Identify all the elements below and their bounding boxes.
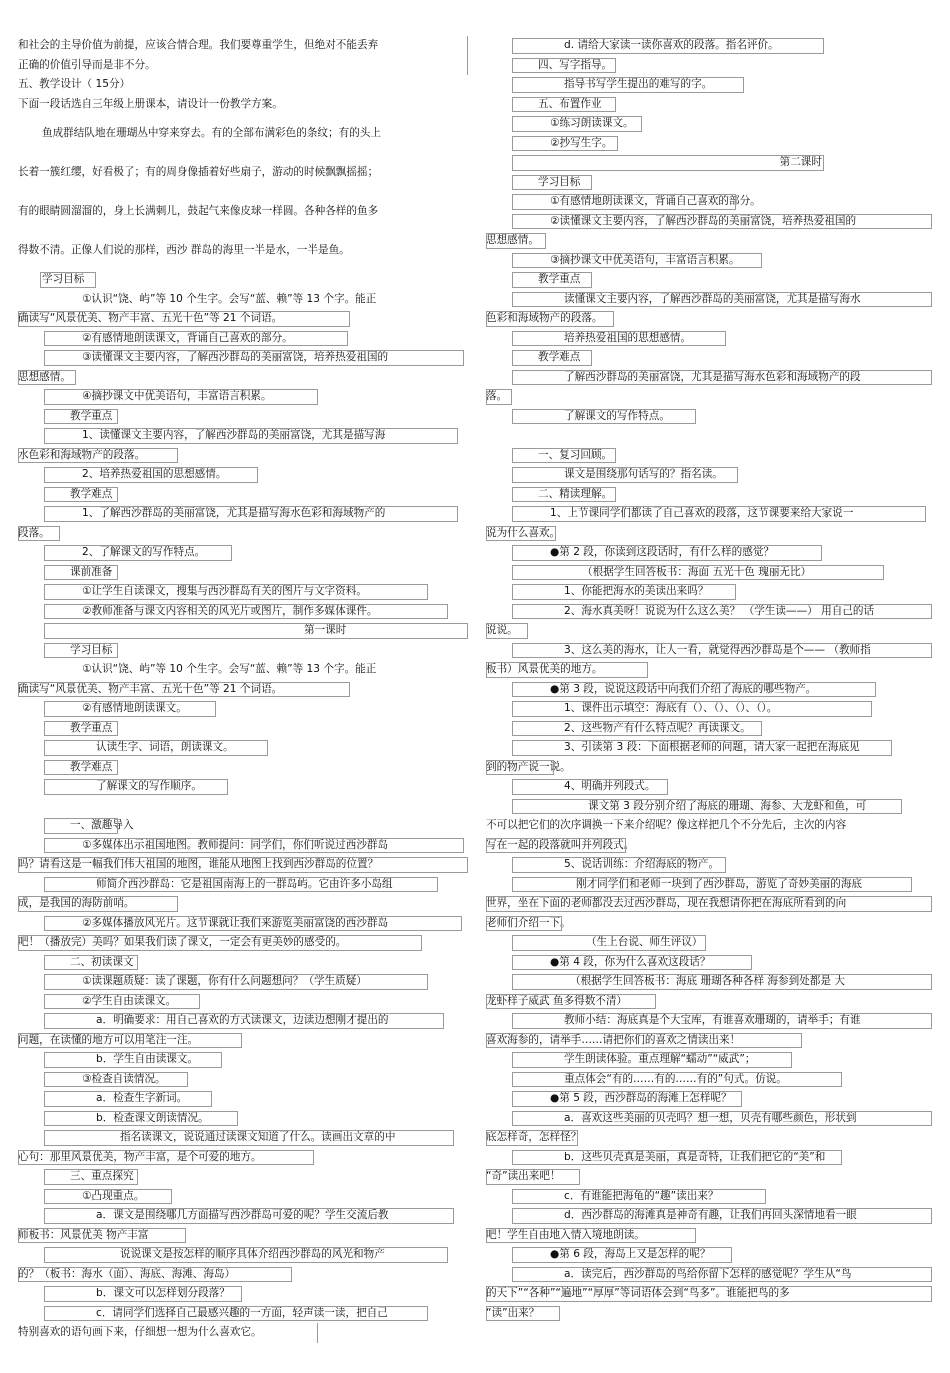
text-line: “奇”读出来吧！ xyxy=(486,1167,932,1187)
step-heading: 二、初读课文 xyxy=(18,953,468,973)
passage-line: 得数不清。正像人们说的那样，西沙 群岛的海里一半是水，一半是鱼。 xyxy=(18,244,350,256)
text-line: a．检查生字新词。 xyxy=(18,1089,468,1109)
text-line: a．明确要求：用自己喜欢的方式读课文，边读边想刚才提出的 xyxy=(18,1011,468,1031)
text-line: 的？（板书：海水（面）、海底、海滩、海岛） xyxy=(18,1265,468,1285)
text-line: 确读写“风景优美、物产丰富、五光十色”等 21 个词语。 xyxy=(18,309,468,329)
text-line: （生上台说、师生评议） xyxy=(486,933,932,953)
passage-line: 有的眼睛圆溜溜的，身上长满刺儿，鼓起气来像皮球一样圆。各种各样的鱼多 xyxy=(18,205,379,217)
text-line: 落。 xyxy=(486,387,932,407)
text-line: ③读懂课文主要内容，了解西沙群岛的美丽富饶，培养热爱祖国的 xyxy=(18,348,468,368)
text-line: a．课文是围绕哪几方面描写西沙群岛可爱的呢？学生交流后教 xyxy=(18,1206,468,1226)
text-line: d．西沙群岛的海滩真是神奇有趣，让我们再回头深情地看一眼 xyxy=(486,1206,932,1226)
text-line: 课文第 3 段分别介绍了海底的珊瑚、海参、大龙虾和鱼，可 xyxy=(486,797,932,817)
heading-learning-goals: 学习目标 xyxy=(18,270,468,290)
text-line: 吗？请看这是一幅我们伟大祖国的地图，谁能从地图上找到西沙群岛的位置？ xyxy=(18,855,468,875)
text-line: 1、你能把海水的美读出来吗？ xyxy=(486,582,932,602)
text-line: ①认识“饶、屿”等 10 个生字。会写“蓝、赖”等 13 个字。能正 xyxy=(82,663,377,675)
text-line: （根据学生回答板书：海面 五光十色 瑰丽无比） xyxy=(486,563,932,583)
text-line: 思想感情。 xyxy=(18,368,468,388)
text-line: 思想感情。 xyxy=(486,231,932,251)
right-column xyxy=(486,36,932,1323)
text-line: 段落。 xyxy=(18,524,468,544)
text-line: 了解西沙群岛的美丽富饶，尤其是描写海水色彩和海域物产的段 xyxy=(486,368,932,388)
heading-difficulties: 教学难点 xyxy=(18,485,468,505)
text-line: 说说。 xyxy=(486,621,932,641)
text-line: 3、引读第 3 段：下面根据老师的问题，请大家一起把在海底见 xyxy=(486,738,932,758)
step-heading: 五、布置作业 xyxy=(486,95,932,115)
text-line: ②有感情地朗读课文，背诵自己喜欢的部分。 xyxy=(18,329,468,349)
text-line: b．这些贝壳真是美丽，真是奇特，让我们把它的“美”和 xyxy=(486,1148,932,1168)
text-line: ①认识“饶、屿”等 10 个生字。会写“蓝、赖”等 13 个字。能正 xyxy=(82,292,377,305)
heading-learning-goals: 学习目标 xyxy=(486,173,932,193)
text-line: 师简介西沙群岛：它是祖国南海上的一群岛屿。它由许多小岛组 xyxy=(18,875,468,895)
text-line: c．请同学们选择自己最感兴趣的一方面，轻声读一读，把自己 xyxy=(18,1304,468,1324)
step-heading: 一、激趣导入 xyxy=(18,816,468,836)
heading-learning-goals: 学习目标 xyxy=(18,641,468,661)
text-line: 2、海水真美呀！说说为什么这么美？ （学生读——） 用自己的话 xyxy=(486,602,932,622)
paragraph-bullet: ●第 6 段，海岛上又是怎样的呢？ xyxy=(486,1245,932,1265)
text-line: 确读写“风景优美、物产丰富、五光十色”等 21 个词语。 xyxy=(18,680,468,700)
text-line: 指导书写学生提出的难写的字。 xyxy=(486,75,932,95)
text-line: ②读懂课文主要内容，了解西沙群岛的美丽富饶，培养热爱祖国的 xyxy=(486,212,932,232)
text-line: 世界，坐在下面的老师都没去过西沙群岛，现在我想请你把在海底所看到的向 xyxy=(486,894,932,914)
text-line: ④摘抄课文中优美语句，丰富语言积累。 xyxy=(18,387,468,407)
passage-line: 鱼成群结队地在珊瑚丛中穿来穿去。有的全部布满彩色的条纹；有的头上 xyxy=(42,127,381,139)
text-line: 了解课文的写作特点。 xyxy=(486,407,932,427)
text-line: 龙虾样子威武 鱼多得数不清） xyxy=(486,992,932,1012)
text-line: 学生朗读体验。重点理解“蠕动”“威武”； xyxy=(486,1050,932,1070)
text-line: ②有感情地朗读课文。 xyxy=(18,699,468,719)
text-line: ②教师准备与课文内容相关的风光片或图片，制作多媒体课件。 xyxy=(18,602,468,622)
heading-key-points: 教学重点 xyxy=(18,719,468,739)
text-line: （根据学生回答板书：海底 珊瑚各种各样 海参到处都是 大 xyxy=(486,972,932,992)
text-line: 心句：那里风景优美，物产丰富，是个可爱的地方。 xyxy=(18,1148,468,1168)
text-line: 课文是围绕那句话写的？指名读。 xyxy=(486,465,932,485)
text-line: 重点体会“有的……有的……有的”句式。仿说。 xyxy=(486,1070,932,1090)
text-line: 4、明确并列段式。 xyxy=(486,777,932,797)
heading-preparation: 课前准备 xyxy=(18,563,468,583)
text-line: ①凸现重点。 xyxy=(18,1187,468,1207)
text-line: 3、这么美的海水，让人一看，就觉得西沙群岛是个—— （教师指 xyxy=(486,641,932,661)
text-line: ①练习朗读课文。 xyxy=(486,114,932,134)
paragraph-bullet: ●第 3 段，说说这段话中向我们介绍了海底的哪些物产。 xyxy=(486,680,932,700)
heading-key-points: 教学重点 xyxy=(486,270,932,290)
text-line: 和社会的主导价值为前提，应该合情合理。我们要尊重学生，但绝对不能丢弃 xyxy=(18,36,468,56)
text-line: 教师小结：海底真是个大宝库，有谁喜欢珊瑚的，请举手；有谁 xyxy=(486,1011,932,1031)
section-heading: 五、教学设计（ 15分） xyxy=(18,78,131,90)
text-line: 1、课件出示填空：海底有（）、（）、（）、（）。 xyxy=(486,699,932,719)
text-line: ③检查自读情况。 xyxy=(18,1070,468,1090)
paragraph-bullet: ●第 4 段，你为什么喜欢这段话？ xyxy=(486,953,932,973)
left-column xyxy=(18,36,468,1343)
paragraph-bullet: ●第 2 段，你读到这段话时，有什么样的感觉？ xyxy=(486,543,932,563)
lesson-two-title: 第二课时 xyxy=(486,153,932,173)
text-line: a．喜欢这些美丽的贝壳吗？想一想，贝壳有哪些颜色，形状到 xyxy=(486,1109,932,1129)
text-line: ③摘抄课文中优美语句，丰富语言积累。 xyxy=(486,251,932,271)
text-line: 的天下”“各种”“遍地”“厚厚”等词语体会到“鸟多”。谁能把鸟的多 xyxy=(486,1284,932,1304)
text-line: ②多媒体播放风光片。这节课就让我们来游览美丽富饶的西沙群岛 xyxy=(18,914,468,934)
text-line: 不可以把它们的次序调换一下来介绍呢？像这样把几个不分先后，主次的内容 xyxy=(486,819,847,831)
text-line: 读懂课文主要内容，了解西沙群岛的美丽富饶，尤其是描写海水 xyxy=(486,290,932,310)
text-line: “读”出来？ xyxy=(486,1304,932,1324)
text-line: 吧！（播放完）美吗？如果我们读了课文，一定会有更美妙的感受的。 xyxy=(18,933,468,953)
text-line: 说为什么喜欢。 xyxy=(486,524,932,544)
text-line: 了解课文的写作顺序。 xyxy=(18,777,468,797)
text-line: 师板书：风景优美 物产丰富 xyxy=(18,1226,468,1246)
text-line: 特别喜欢的语句画下来，仔细想一想为什么喜欢它。 xyxy=(18,1323,318,1343)
text-line: 指名读课文，说说通过读课文知道了什么。读画出文章的中 xyxy=(18,1128,468,1148)
text-line: a．读完后，西沙群岛的鸟给你留下怎样的感觉呢？学生从“鸟 xyxy=(486,1265,932,1285)
text-line: 底怎样奇，怎样怪？ xyxy=(486,1128,932,1148)
text-line: 刚才同学们和老师一块到了西沙群岛，游览了奇妙美丽的海底 xyxy=(486,875,932,895)
text-line: 1、读懂课文主要内容，了解西沙群岛的美丽富饶，尤其是描写海 xyxy=(18,426,468,446)
text-line: ①有感情地朗读课文，背诵自己喜欢的部分。 xyxy=(486,192,932,212)
step-heading: 二、精读理解。 xyxy=(486,485,932,505)
step-heading: 四、写字指导。 xyxy=(486,56,932,76)
heading-difficulties: 教学难点 xyxy=(18,758,468,778)
text-line: ②抄写生字。 xyxy=(486,134,932,154)
text-line: b．课文可以怎样划分段落？ xyxy=(18,1284,468,1304)
text-line: 下面一段话选自三年级上册课本，请设计一份教学方案。 xyxy=(18,97,283,110)
text-line: 2、这些物产有什么特点呢？再读课文。 xyxy=(486,719,932,739)
text-line: c．有谁能把海龟的“趣”读出来？ xyxy=(486,1187,932,1207)
passage-line: 长着一簇红缨，好看极了；有的周身像插着好些扇子，游动的时候飘飘摇摇； xyxy=(18,166,379,178)
text-line: 问题，在读懂的地方可以用笔注一注。 xyxy=(18,1031,468,1051)
text-line: 成，是我国的海防前哨。 xyxy=(18,894,468,914)
text-line: 说说课文是按怎样的顺序具体介绍西沙群岛的风光和物产 xyxy=(18,1245,468,1265)
text-line: 1、上节课同学们都读了自己喜欢的段落，这节课要来给大家说一 xyxy=(486,504,932,524)
text-line: 培养热爱祖国的思想感情。 xyxy=(486,329,932,349)
heading-key-points: 教学重点 xyxy=(18,407,468,427)
text-line: 老师们介绍一下。 xyxy=(486,914,932,934)
text-line: 写在一起的段落就叫并列段式。 xyxy=(486,836,932,856)
text-line: 水色彩和海域物产的段落。 xyxy=(18,446,468,466)
text-line: 2、了解课文的写作特点。 xyxy=(18,543,468,563)
text-line: 到的物产说一说。 xyxy=(486,758,932,778)
text-line: ②学生自由读课文。 xyxy=(18,992,468,1012)
text-line: d. 请给大家读一读你喜欢的段落。指名评价。 xyxy=(486,36,932,56)
step-heading: 一、复习回顾。 xyxy=(486,446,932,466)
text-line: 5、说话训练：介绍海底的物产。 xyxy=(486,855,932,875)
lesson-one-title: 第一课时 xyxy=(18,621,468,641)
paragraph-bullet: ●第 5 段，西沙群岛的海滩上怎样呢？ xyxy=(486,1089,932,1109)
text-line: 喜欢海参的，请举手……请把你们的喜欢之情读出来！ xyxy=(486,1031,932,1051)
text-line: ①多媒体出示祖国地图。教师提问：同学们，你们听说过西沙群岛 xyxy=(18,836,468,856)
text-line: b．检查课文朗读情况。 xyxy=(18,1109,468,1129)
text-line: 板书）风景优美的地方。 xyxy=(486,660,932,680)
text-line: 色彩和海域物产的段落。 xyxy=(486,309,932,329)
text-line: 认读生字、词语，朗读课文。 xyxy=(18,738,468,758)
text-line: 2、培养热爱祖国的思想感情。 xyxy=(18,465,468,485)
text-line: 1、了解西沙群岛的美丽富饶，尤其是描写海水色彩和海域物产的 xyxy=(18,504,468,524)
heading-difficulties: 教学难点 xyxy=(486,348,932,368)
text-line: ①让学生自读课文，搜集与西沙群岛有关的图片与文字资料。 xyxy=(18,582,468,602)
text-line: ①读课题质疑：读了课题，你有什么问题想问？（学生质疑） xyxy=(18,972,468,992)
text-line: 正确的价值引导而是非不分。 xyxy=(18,56,468,76)
step-heading: 三、重点探究 xyxy=(18,1167,468,1187)
text-line: 吧！学生自由地入情入境地朗读。 xyxy=(486,1226,932,1246)
text-line: b．学生自由读课文。 xyxy=(18,1050,468,1070)
